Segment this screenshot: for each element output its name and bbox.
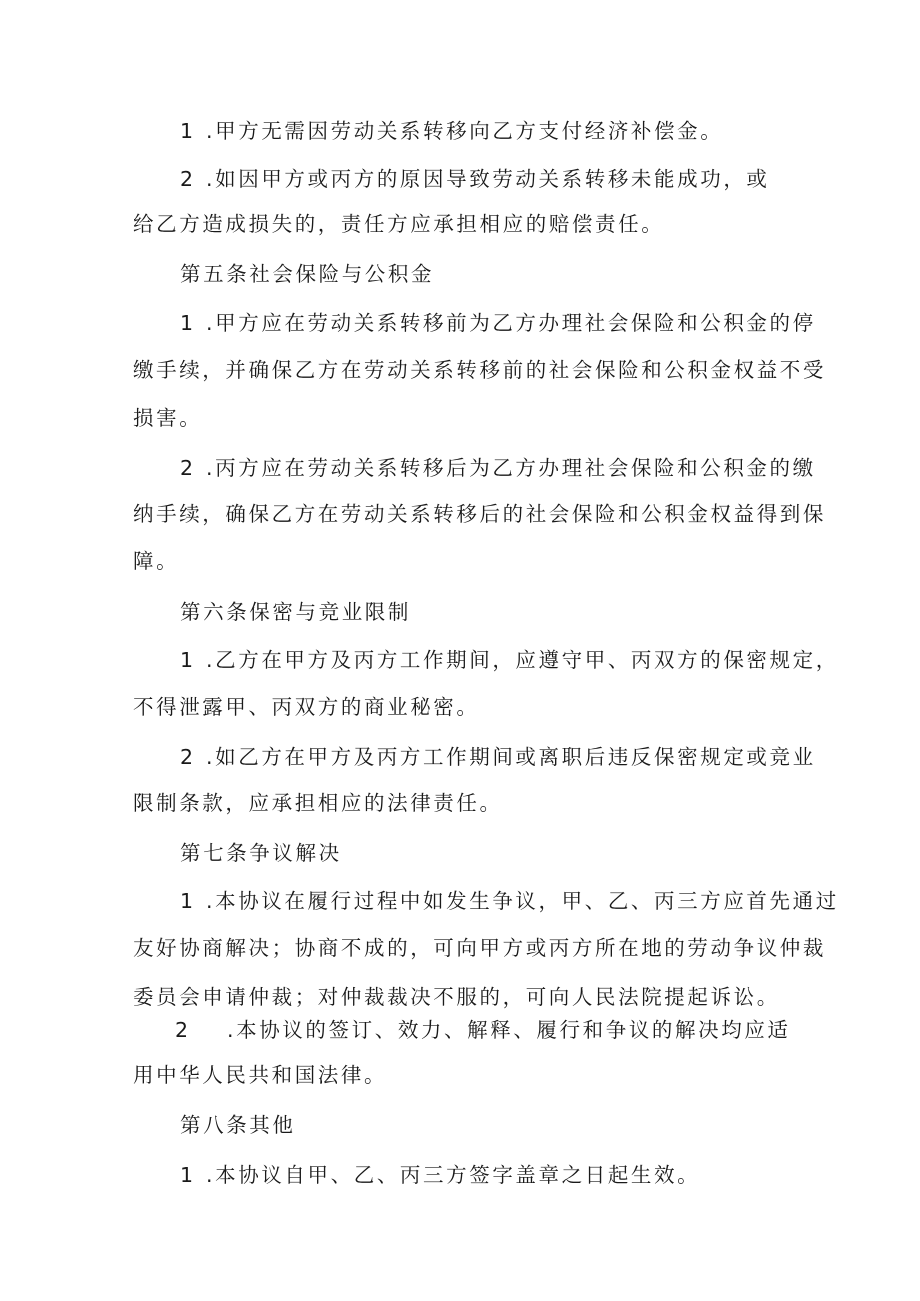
item-text: .甲方应在劳动关系转移前为乙方办理社会保险和公积金的停 bbox=[206, 311, 816, 335]
clause-7-item-1-cont bbox=[133, 933, 826, 963]
item-text: 用中华人民共和国法律。 bbox=[133, 1063, 388, 1087]
item-text: 不得泄露甲、丙双方的商业秘密。 bbox=[133, 695, 480, 719]
clause-7-item-2-cont bbox=[133, 1060, 387, 1090]
item-number: 2 bbox=[175, 1018, 189, 1042]
item-text: .本协议的签订、效力、解释、履行和争议的解决均应适 bbox=[227, 1018, 791, 1042]
item-text: 障。 bbox=[133, 549, 180, 573]
article-6-heading bbox=[180, 597, 411, 627]
article-heading-text: 第七条争议解决 bbox=[180, 841, 342, 865]
clause-6-item-2-cont bbox=[133, 788, 503, 818]
clause-6-item-1-cont bbox=[133, 692, 480, 722]
clause-4-item-1 bbox=[180, 116, 723, 146]
item-number: 2 bbox=[180, 456, 194, 480]
clause-6-item-2 bbox=[180, 742, 816, 772]
clause-6-item-1 bbox=[180, 645, 839, 675]
item-text: 给乙方造成损失的，责任方应承担相应的赔偿责任。 bbox=[133, 212, 665, 236]
clause-5-item-2 bbox=[180, 453, 816, 483]
item-text: 损害。 bbox=[133, 406, 203, 430]
clause-5-item-2-cont bbox=[133, 546, 179, 576]
item-text: .如乙方在甲方及丙方工作期间或离职后违反保密规定或竞业 bbox=[206, 745, 816, 769]
item-text: .丙方应在劳动关系转移后为乙方办理社会保险和公积金的缴 bbox=[206, 456, 816, 480]
item-text: 委员会申请仲裁；对仲裁裁决不服的，可向人民法院提起诉讼。 bbox=[133, 985, 780, 1009]
clause-4-item-2 bbox=[180, 164, 770, 194]
item-text: 纳手续，确保乙方在劳动关系转移后的社会保险和公积金权益得到保 bbox=[133, 502, 826, 526]
item-number: 2 bbox=[180, 745, 194, 769]
article-heading-text: 第八条其他 bbox=[180, 1113, 296, 1137]
item-text: .如因甲方或丙方的原因导致劳动关系转移未能成功，或 bbox=[206, 167, 770, 191]
item-text: 友好协商解决；协商不成的，可向甲方或丙方所在地的劳动争议仲裁 bbox=[133, 936, 826, 960]
clause-5-item-1-cont bbox=[133, 403, 202, 433]
item-text: .乙方在甲方及丙方工作期间，应遵守甲、丙双方的保密规定， bbox=[206, 648, 839, 672]
item-text: 缴手续，并确保乙方在劳动关系转移前的社会保险和公积金权益不受 bbox=[133, 358, 826, 382]
article-5-heading bbox=[180, 259, 434, 289]
clause-7-item-1 bbox=[180, 886, 839, 916]
article-heading-text: 第五条社会保险与公积金 bbox=[180, 262, 435, 286]
clause-5-item-1-cont bbox=[133, 355, 826, 385]
item-text: .本协议在履行过程中如发生争议，甲、乙、丙三方应首先通过 bbox=[206, 889, 839, 913]
item-number: 1 bbox=[180, 311, 194, 335]
clause-7-item-1-cont bbox=[133, 982, 780, 1012]
item-text: .本协议自甲、乙、丙三方签字盖章之日起生效。 bbox=[206, 1163, 701, 1187]
article-7-heading bbox=[180, 838, 342, 868]
clause-8-item-1 bbox=[180, 1160, 700, 1190]
item-text: 限制条款，应承担相应的法律责任。 bbox=[133, 791, 503, 815]
clause-5-item-2-cont bbox=[133, 499, 826, 529]
clause-7-item-2 bbox=[175, 1015, 791, 1045]
item-number: 1 bbox=[180, 889, 194, 913]
item-number: 1 bbox=[180, 1163, 194, 1187]
item-number: 2 bbox=[180, 167, 194, 191]
clause-4-item-2-cont bbox=[133, 209, 664, 239]
clause-5-item-1 bbox=[180, 308, 816, 338]
article-heading-text: 第六条保密与竞业限制 bbox=[180, 600, 411, 624]
article-8-heading bbox=[180, 1110, 296, 1140]
item-number: 1 bbox=[180, 648, 194, 672]
item-text: .甲方无需因劳动关系转移向乙方支付经济补偿金。 bbox=[206, 119, 724, 143]
item-number: 1 bbox=[180, 119, 194, 143]
